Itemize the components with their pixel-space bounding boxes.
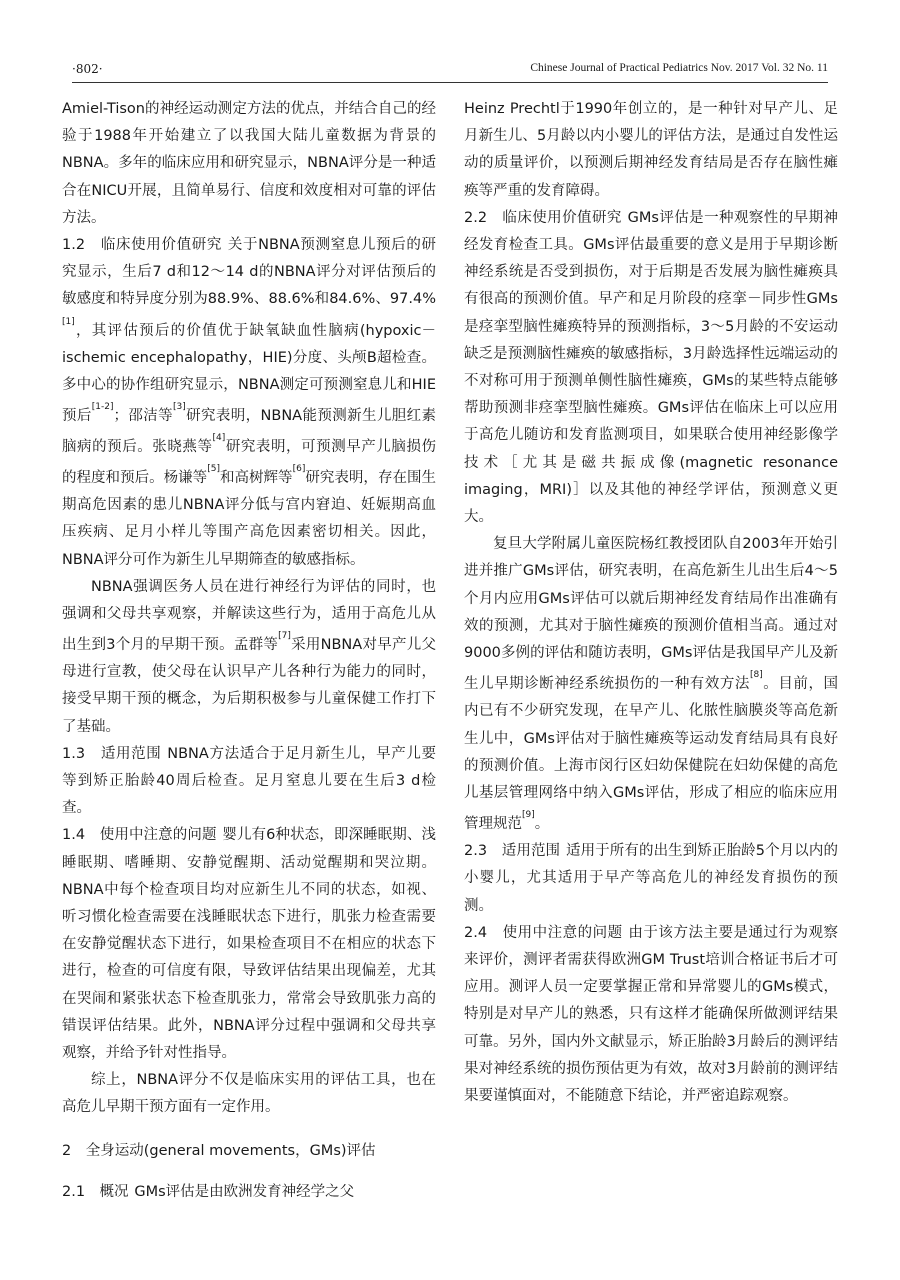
page-header xyxy=(72,60,828,82)
citation-mark: [8] xyxy=(750,670,763,681)
journal-citation: Chinese Journal of Practical Pediatrics Nov. 2017 Vol. 32 No. 11 xyxy=(530,62,828,74)
paragraph: 复旦大学附属儿童医院杨红教授团队自2003年开始引进并推广GMs评估，研究表明，在高危新生儿出生后4～5个月内应用GMs评估可以就后期神经发育结局作出准确有效的预测，尤其对于脑性瘫痪的预测价值相当高。通过对9000多例的评估和随访表明，GMs评估是我国早产儿及新生儿早期诊断神经系统损伤的一种有效方法[8]。目前，国内已有不少研究发现，在早产儿、化脓性脑膜炎等高危新生儿中，GMs评估对于脑性瘫痪等运动发育结局具有良好的预测价值。上海市闵行区妇幼保健院在妇幼保健的高危儿基层管理网络中纳入GMs评估，形成了相应的临床应用管理规范[9]。 xyxy=(464,536,839,832)
citation-mark: [4] xyxy=(212,433,226,444)
subsection-heading: 2.1 概况 xyxy=(62,1183,129,1200)
citation-mark: [3] xyxy=(173,402,186,413)
section-heading: 2 全身运动(general movements，GMs)评估 xyxy=(62,1142,376,1159)
subsection-heading: 2.2 临床使用价值研究 xyxy=(464,209,622,226)
section-1-4: 1.4 使用中注意的问题 婴儿有6种状态，即深睡眠期、浅睡眠期、嗜睡期、安静觉醒期、活动觉醒期和哭泣期。NBNA中每个检查项目均对应新生儿不同的状态，如视、听习惯化检查需要在浅睡眠状态下进行，肌张力检查需要在安静觉醒状态下进行，如果检查项目不在相应的状态下进行，检查的可信度有限，导致评估结果出现偏差，尤其在哭闹和紧张状态下检查肌张力，常常会导致肌张力高的错误评估结果。此外，NBNA评分过程中强调和父母共享观察，并给予针对性指导。 xyxy=(62,827,436,1062)
right-column xyxy=(464,96,838,1206)
subsection-heading: 1.2 临床使用价值研究 xyxy=(62,237,223,254)
two-column-body xyxy=(62,96,838,1206)
left-column xyxy=(62,96,436,1206)
section-1-3: 1.3 适用范围 NBNA方法适合于足月新生儿，早产儿要等到矫正胎龄40周后检查。足月窒息儿要在生后3 d检查。 xyxy=(62,745,437,817)
section-2-2: 2.2 临床使用价值研究 GMs评估是一种观察性的早期神经发育检查工具。GMs评估最重要的意义是用于早期诊断神经系统是否受到损伤，对于后期是否发展为脑性瘫痪具有很高的预测价值。早产和足月阶段的痉挛－同步性GMs是痉挛型脑性瘫痪特异的预测指标，3～5月龄的不安运动缺乏是预测脑性瘫痪的敏感指标，3月龄选择性远端运动的不对称可用于预测单侧性脑性瘫痪，GMs的某些特点能够帮助预测非痉挛型脑性瘫痪。GMs评估在临床上可以应用于高危儿随访和发育监测项目，如果联合使用神经影像学技术［尤其是磁共振成像(magnetic resonance imaging，MRI)］以及其他的神经学评估，预测意义更大。 xyxy=(464,209,838,526)
subsection-heading: 1.3 适用范围 xyxy=(62,745,162,762)
paragraph: Heinz Prechtl于1990年创立的，是一种针对早产儿、足月新生儿、5月龄以内小婴儿的评估方法，是通过自发性运动的质量评价，以预测后期神经发育结局是否存在脑性瘫痪等严重的发育障碍。 xyxy=(464,101,838,199)
citation-mark: [1] xyxy=(62,316,75,327)
section-2-3: 2.3 适用范围 适用于所有的出生到矫正胎龄5个月以内的小婴儿，尤其适用于早产等高危儿的神经发育损伤的预测。 xyxy=(464,843,838,914)
section-2-4: 2.4 使用中注意的问题 由于该方法主要是通过行为观察来评价，测评者需获得欧洲GM Trust培训合格证书后才可应用。测评人员一定要掌握正常和异常婴儿的GMs模式，特别是对早产儿的熟悉，只有这样才能确保所做测评结果可靠。另外，国内外文献显示，矫正胎龄3月龄后的测评结果对神经系统的损伤预估更为有效，故对3月龄前的测评结果要谨慎面对，不能随意下结论，并严密追踪观察。 xyxy=(464,924,839,1104)
citation-mark: [7] xyxy=(278,631,291,642)
subsection-heading: 2.4 使用中注意的问题 xyxy=(464,924,623,941)
page-number: ·802· xyxy=(72,62,103,76)
subsection-heading: 2.3 适用范围 xyxy=(464,843,561,860)
section-2-1: 2.1 概况 GMs评估是由欧洲发育神经学之父 xyxy=(62,1183,355,1200)
citation-mark: [6] xyxy=(292,464,306,475)
citation-mark: [1-2] xyxy=(91,402,114,413)
paragraph: NBNA强调医务人员在进行神经行为评估的同时，也强调和父母共享观察，并解读这些行为，适用于高危儿从出生到3个月的早期干预。孟群等[7]采用NBNA对早产儿父母进行宣教，使父母在认识早产儿各种行为能力的同时，接受早期干预的概念，为后期积极参与儿童保健工作打下了基础。 xyxy=(62,578,436,735)
paragraph: 综上，NBNA评分不仅是临床实用的评估工具，也在高危儿早期干预方面有一定作用。 xyxy=(62,1072,436,1116)
citation-mark: [9] xyxy=(522,810,535,821)
paragraph: Amiel-Tison的神经运动测定方法的优点，并结合自己的经验于1988年开始建立了以我国大陆儿童数据为背景的NBNA。多年的临床应用和研究显示，NBNA评分是一种适合在NICU开展，且简单易行、信度和效度相对可靠的评估方法。 xyxy=(62,101,436,226)
citation-mark: [5] xyxy=(207,464,220,475)
section-1-2: 1.2 临床使用价值研究 关于NBNA预测窒息儿预后的研究显示，生后7 d和12～14 d的NBNA评分对评估预后的敏感度和特异度分别为88.9%、88.6%和84.6%、97.4%[1]，其评估预后的价值优于缺氧缺血性脑病(hypoxic－ischemic encephalopathy，HIE)分度、头颅B超检查。多中心的协作组研究显示，NBNA测定可预测窒息儿和HIE预后[1-2]；邵洁等[3]研究表明，NBNA能预测新生儿胆红素脑病的预后。张晓燕等[4]研究表明，可预测早产儿脑损伤的程度和预后。杨谦等[5]和高树辉等[6]研究表明，存在围生期高危因素的患儿NBNA评分低与宫内窘迫、妊娠期高血压疾病、足月小样儿等围产高危因素密切相关。因此，NBNA评分可作为新生儿早期筛查的敏感指标。 xyxy=(62,237,437,568)
subsection-heading: 1.4 使用中注意的问题 xyxy=(62,827,217,844)
header-rule xyxy=(72,82,828,83)
